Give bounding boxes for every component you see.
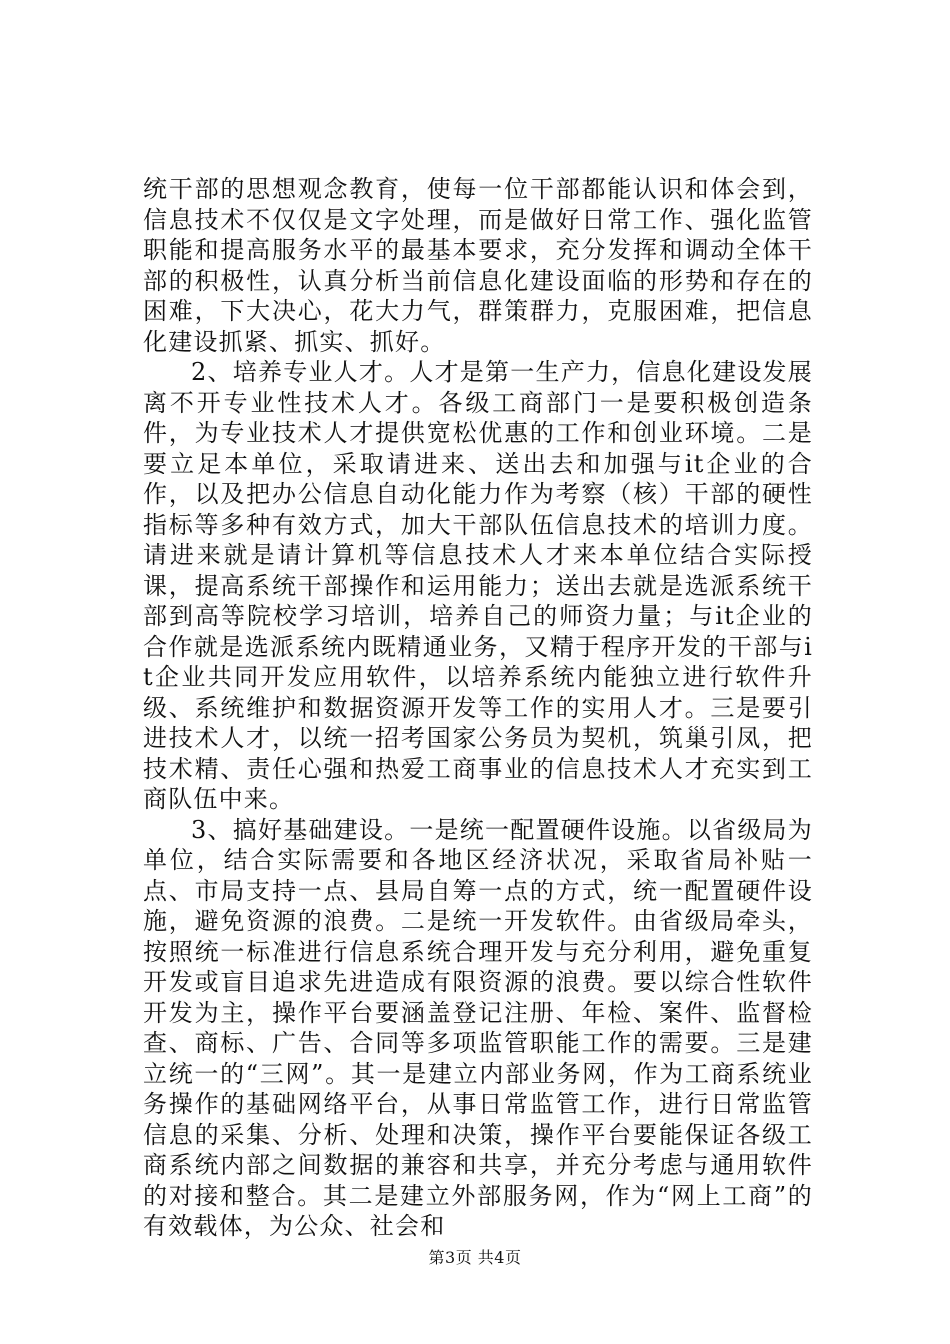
document-body bbox=[143, 174, 813, 1242]
paragraph-talent: 2、培养专业人才。人才是第一生产力，信息化建设发展离不开专业性技术人才。各级工商部门一是要积极创造条件，为专业技术人才提供宽松优惠的工作和创业环境。二是要立足本单位，采取请进来、送出去和加强与it企业的合作，以及把办公信息自动化能力作为考察（核）干部的硬性指标等多种有效方式，加大干部队伍信息技术的培训力度。请进来就是请计算机等信息技术人才来本单位结合实际授课，提高系统干部操作和运用能力；送出去就是选派系统干部到高等院校学习培训，培养自己的师资力量；与it企业的合作就是选派系统内既精通业务，又精于程序开发的干部与it企业共同开发应用软件，以培养系统内能独立进行软件升级、系统维护和数据资源开发等工作的实用人才。三是要引进技术人才，以统一招考国家公务员为契机，筑巢引凤，把技术精、责任心强和热爱工商事业的信息技术人才充实到工商队伍中来。 bbox=[143, 358, 813, 813]
paragraph-continuation: 统干部的思想观念教育，使每一位干部都能认识和体会到，信息技术不仅仅是文字处理，而是做好日常工作、强化监管职能和提高服务水平的最基本要求，充分发挥和调动全体干部的积极性，认真分析当前信息化建设面临的形势和存在的困难，下大决心，花大力气，群策群力，克服困难，把信息化建设抓紧、抓实、抓好。 bbox=[143, 175, 813, 356]
paragraph-infrastructure: 3、搞好基础建设。一是统一配置硬件设施。以省级局为单位，结合实际需要和各地区经济状况，采取省局补贴一点、市局支持一点、县局自筹一点的方式，统一配置硬件设施，避免资源的浪费。二是统一开发软件。由省级局牵头，按照统一标准进行信息系统合理开发与充分利用，避免重复开发或盲目追求先进造成有限资源的浪费。要以综合性软件开发为主，操作平台要涵盖登记注册、年检、案件、监督检查、商标、广告、合同等多项监管职能工作的需要。三是建立统一的“三网”。其一是建立内部业务网，作为工商系统业务操作的基础网络平台，从事日常监管工作，进行日常监管信息的采集、分析、处理和决策，操作平台要能保证各级工商系统内部之间数据的兼容和共享，并充分考虑与通用软件的对接和整合。其二是建立外部服务网，作为“网上工商”的有效载体，为公众、社会和 bbox=[143, 815, 813, 1240]
page-number-footer: 第3页 共4页 bbox=[428, 1248, 522, 1267]
